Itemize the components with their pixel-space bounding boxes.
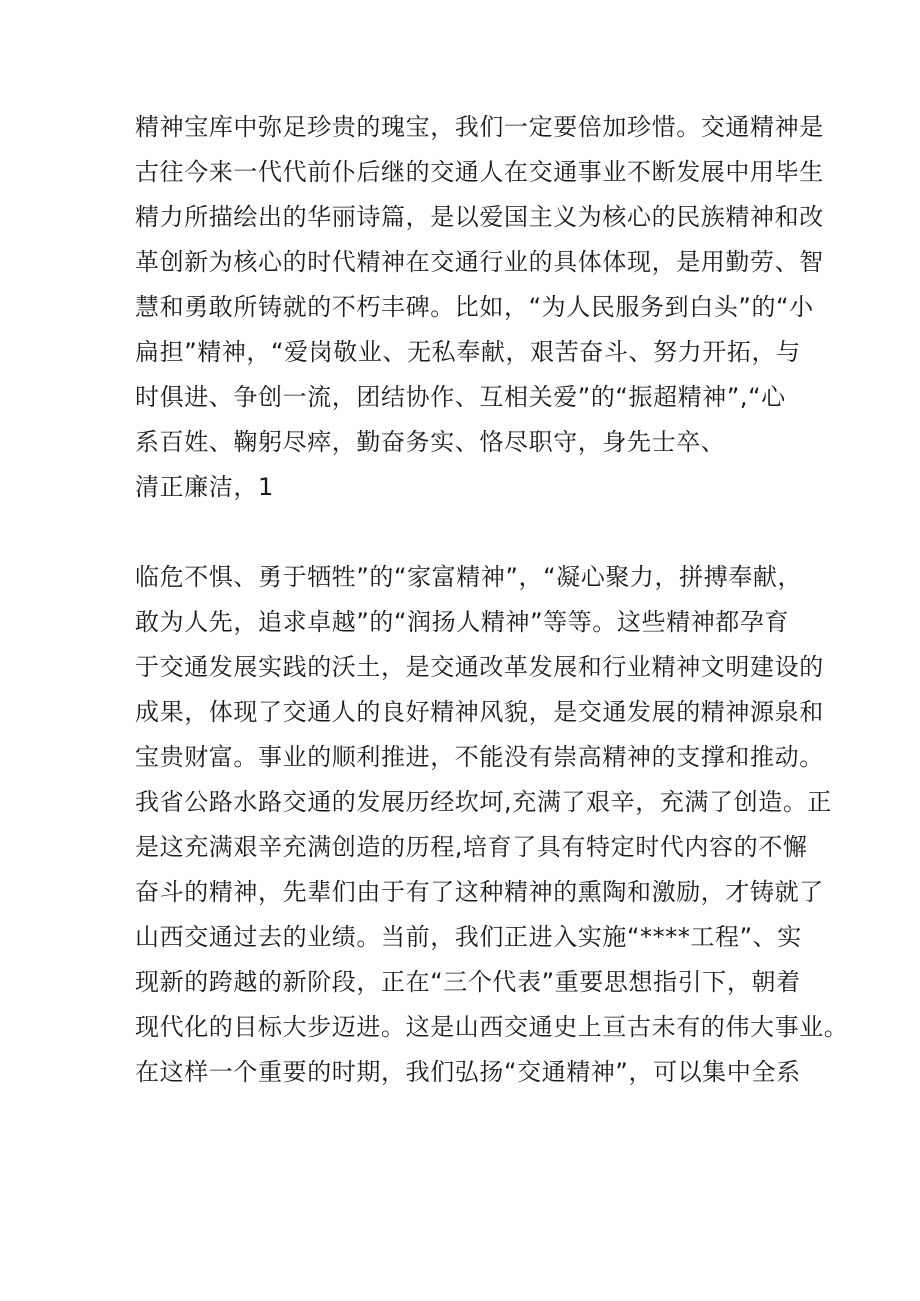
paragraph-line: 扁担”精神，“爱岗敬业、无私奉献，艰苦奋斗、努力开拓，与 bbox=[135, 338, 801, 366]
paragraph-line: 现新的跨越的新阶段，正在“三个代表”重要思想指引下，朝着 bbox=[135, 968, 801, 996]
paragraph-line: 奋斗的精神，先辈们由于有了这种精神的熏陶和激励，才铸就了 bbox=[135, 878, 824, 906]
paragraph-line: 古往今来一代代前仆后继的交通人在交通事业不断发展中用毕生 bbox=[135, 158, 824, 186]
paragraph-line: 成果，体现了交通人的良好精神风貌，是交通发展的精神源泉和 bbox=[135, 698, 824, 726]
paragraph-line: 于交通发展实践的沃土，是交通改革发展和行业精神文明建设的 bbox=[135, 653, 824, 681]
paragraph-line: 时俱进、争创一流，团结协作、互相关爱”的“振超精神”,“心 bbox=[135, 383, 786, 411]
paragraph-line: 系百姓、鞠躬尽瘁，勤奋务实、恪尽职守，身先士卒、 bbox=[135, 428, 726, 456]
paragraph-line: 精神宝库中弥足珍贵的瑰宝，我们一定要倍加珍惜。交通精神是 bbox=[135, 113, 824, 141]
paragraph-line: 现代化的目标大步迈进。这是山西交通史上亘古未有的伟大事业。 bbox=[135, 1013, 849, 1041]
paragraph-line: 敢为人先，追求卓越”的“润扬人精神”等等。这些精神都孕育 bbox=[135, 608, 790, 636]
paragraph-line: 革创新为核心的时代精神在交通行业的具体体现，是用勤劳、智 bbox=[135, 248, 824, 276]
paragraph-line: 我省公路水路交通的发展历经坎坷,充满了艰辛，充满了创造。正 bbox=[135, 788, 833, 816]
paragraph-line: 宝贵财富。事业的顺利推进，不能没有崇高精神的支撑和推动。 bbox=[135, 743, 824, 771]
paragraph-line: 精力所描绘出的华丽诗篇，是以爱国主义为核心的民族精神和改 bbox=[135, 203, 824, 231]
paragraph-line: 临危不惧、勇于牺牲”的“家富精神”，“凝心聚力，拼搏奉献， bbox=[135, 563, 803, 591]
paragraph-line: 是这充满艰辛充满创造的历程,培育了具有特定时代内容的不懈 bbox=[135, 833, 808, 861]
paragraph-line: 慧和勇敢所铸就的不朽丰碑。比如，“为人民服务到白头”的“小 bbox=[135, 293, 814, 321]
paragraph-line: 在这样一个重要的时期，我们弘扬“交通精神”，可以集中全系 bbox=[135, 1058, 801, 1086]
paragraph-line: 清正廉洁，1 bbox=[135, 473, 274, 501]
paragraph-line: 山西交通过去的业绩。当前，我们正进入实施“****工程”、实 bbox=[135, 923, 802, 951]
